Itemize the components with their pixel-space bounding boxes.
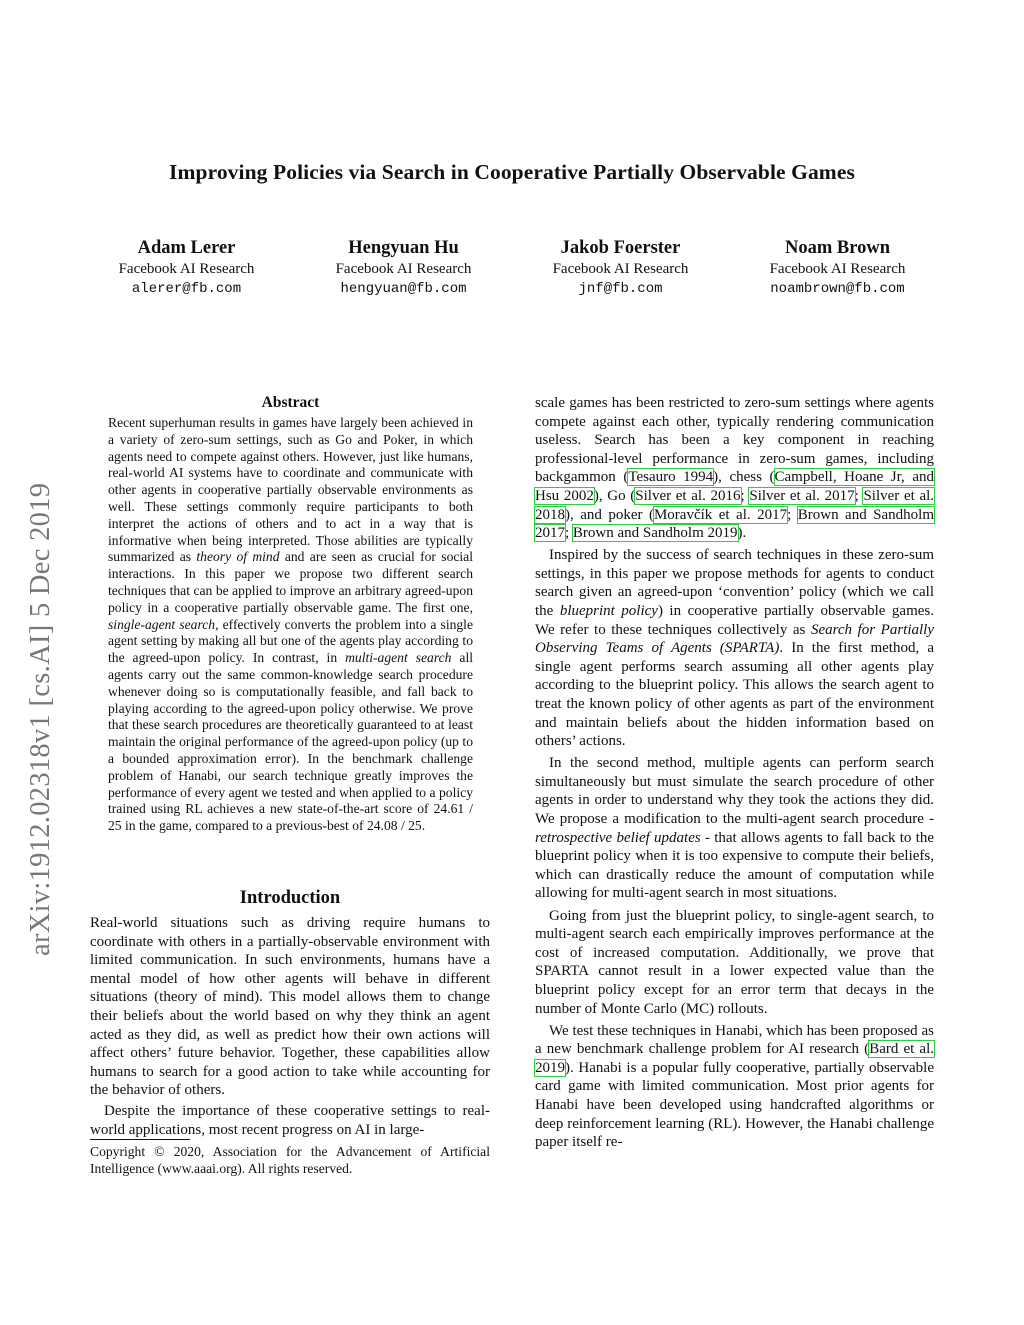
paragraph [535,546,934,751]
author-name: Adam Lerer [137,238,236,258]
citation-link[interactable]: Tesauro 1994 [628,469,714,486]
author-email: alerer@fb.com [131,281,242,297]
citation-link[interactable]: Brown and Sandholm 2019 [572,525,738,542]
emphasis: blueprint policy [559,603,658,620]
introduction-body [90,914,490,1139]
text-run: scale games has been restricted to zero-sum settings where agents compete against each other, typically rendering communication useless. Search has been a key component in reaching professional-level performance in zero-sum games, including backgammon ( [535,395,934,486]
text-run: . In the first method, a single agent performs search assuming all other agents play according to the blueprint policy. This allows the search agent to treat the known policy of other agents as part of the environment and maintain beliefs about the hidden information based on others’ actions. [535,640,934,750]
text-run: We test these techniques in Hanabi, which has been proposed as a new benchmark challenge problem for AI research ( [535,1022,934,1058]
footnote-rule [90,1139,190,1140]
text-run: ), chess ( [713,469,775,486]
text-run: ; [854,487,864,504]
abstract-emphasis: multi-agent search [345,650,452,666]
abstract-emphasis: theory of mind [196,549,280,565]
paragraph: Going from just the blueprint policy, to single-agent search, to multi-agent search each empirically improves performance at the cost of increased computation. Additionally, we prove that SPARTA cannot result in a lower expected value than the blueprint policy except for an error term that decays in the number of Monte Carlo (MC) rollouts. [535,907,934,1017]
paragraph: Real-world situations such as driving require humans to coordinate with others in a partially-observable environment with limited communication. In such environments, humans have a mental model of how other agents will behave in different situations (theory of mind). This model allows them to change their beliefs about the world based on why they think an agent acted as they did, as well as predict how their own actions will affect others’ future behavior. Together, these capabilities allow humans to search for a good action to take while accounting for the behavior of others. [90,915,490,1099]
abstract-text-run: , effectively converts the problem into a single agent setting by making all but one of the agents play according to the agreed-upon policy. In contrast, in [108,616,473,666]
paragraph [535,754,934,903]
paper-title: Improving Policies via Search in Cooperative Partially Observable Games [169,160,855,184]
citation-link[interactable]: Moravčík et al. 2017 [653,506,788,523]
paragraph: Despite the importance of these cooperative settings to real-world applications, most recent progress on AI in large- [90,1102,490,1138]
author-affiliation: Facebook AI Research [769,261,906,277]
text-run: ), Go ( [593,487,636,504]
abstract-text [108,415,473,835]
text-run: Inspired by the success of search techniques in these zero-sum settings, in this paper we propose methods for agents to conduct search given an agreed-upon ‘convention’ policy (which we call the [535,547,934,620]
author-1 [78,237,295,300]
abstract-heading: Abstract [261,394,320,411]
abstract-text-run: and are seen as crucial for social interactions. In this paper we propose two different search techniques that can be applied to improve an arbitrary agreed-upon policy in a cooperative partially observable game. The first one, [108,549,473,615]
text-run: In the second method, multiple agents can perform search simultaneously but must simulate the search procedure of other agents in order to understand why they took the actions they did. We propose a modification to the multi-agent search procedure - [535,755,934,828]
text-run: ) in cooperative partially observable games. We refer to these techniques collectively as [535,603,935,638]
author-name: Hengyuan Hu [348,238,459,258]
author-3 [512,237,729,300]
citation-link[interactable]: Silver et al. 2017 [749,487,855,504]
arxiv-sidebar [23,366,63,956]
emphasis: Search for Partially Observing Teams of Agents (SPARTA) [535,621,934,657]
author-affiliation: Facebook AI Research [335,261,472,277]
author-4 [729,237,946,300]
abstract-emphasis: single-agent search [108,616,216,632]
text-run: - that allows agents to fall back to the blueprint policy when it is too expensive to compute their beliefs, which can drastically reduce the amount of computation while allowing for multi-agent search in most situations. [535,829,935,902]
right-column-body [535,394,934,1152]
text-run: ; [565,525,573,542]
author-email: hengyuan@fb.com [340,281,467,297]
citation-link[interactable]: Bard et al. 2019 [535,1041,934,1076]
citation-link[interactable]: Silver et al. 2018 [535,487,935,523]
text-run: ), and poker ( [565,506,654,523]
author-name: Jakob Foerster [560,238,681,258]
citation-link[interactable]: Campbell, Hoane Jr, and Hsu 2002 [535,469,934,504]
citation-link[interactable]: Silver et al. 2016 [635,487,741,504]
author-2 [295,237,512,300]
text-run: ; [787,506,798,523]
abstract-text-run: all agents carry out the same common-knowledge search procedure whenever doing so is computationally feasible, and fall back to playing according to the agreed-upon policy otherwise. We prove that these search procedures are theoretically guaranteed to at least maintain the original performance of the agreed-upon policy (up to a bounded approximation error). In the benchmark challenge problem of Hanabi, our search technique greatly improves the performance of every agent we tested and when applied to a policy trained using RL achieves a new state-of-the-art score of 24.61 / 25 in the game, compared to a previous-best of 24.08 / 25. [108,650,473,834]
paragraph [535,394,934,543]
copyright-footnote: Copyright © 2020, Association for the Advancement of Artificial Intelligence (www.aaai.org). All rights reserved. [90,1144,490,1176]
author-email: noambrown@fb.com [770,281,905,297]
paragraph [535,1022,934,1152]
text-run: ). [737,525,747,542]
text-run: ; [740,487,750,504]
author-email: jnf@fb.com [578,281,663,297]
author-affiliation: Facebook AI Research [118,261,255,277]
introduction-heading: Introduction [239,888,341,908]
author-affiliation: Facebook AI Research [552,261,689,277]
arxiv-id: arXiv:1912.02318v1 [cs.AI] 5 Dec 2019 [25,482,56,956]
citation-link[interactable]: Brown and Sandholm 2017 [535,506,934,542]
emphasis: retrospective belief updates [535,829,701,846]
text-run: ). Hanabi is a popular fully cooperative, partially observable card game with limited communication. Most prior agents for Hanabi have been developed using handcrafted algorithms or deep reinforcement learning (RL). However, the Hanabi challenge paper itself re- [535,1059,934,1151]
author-name: Noam Brown [784,238,890,258]
abstract-text-run: Recent superhuman results in games have largely been achieved in a variety of zero-sum settings, such as Go and Poker, in which agents need to compete against others. However, just like humans, real-world AI systems have to coordinate and communicate with other agents in cooperative partially observable environments as well. These settings commonly require participants to both interpret the actions of others and to act in a way that is informative when being interpreted. Those abilities are typically summarized as [108,415,473,565]
